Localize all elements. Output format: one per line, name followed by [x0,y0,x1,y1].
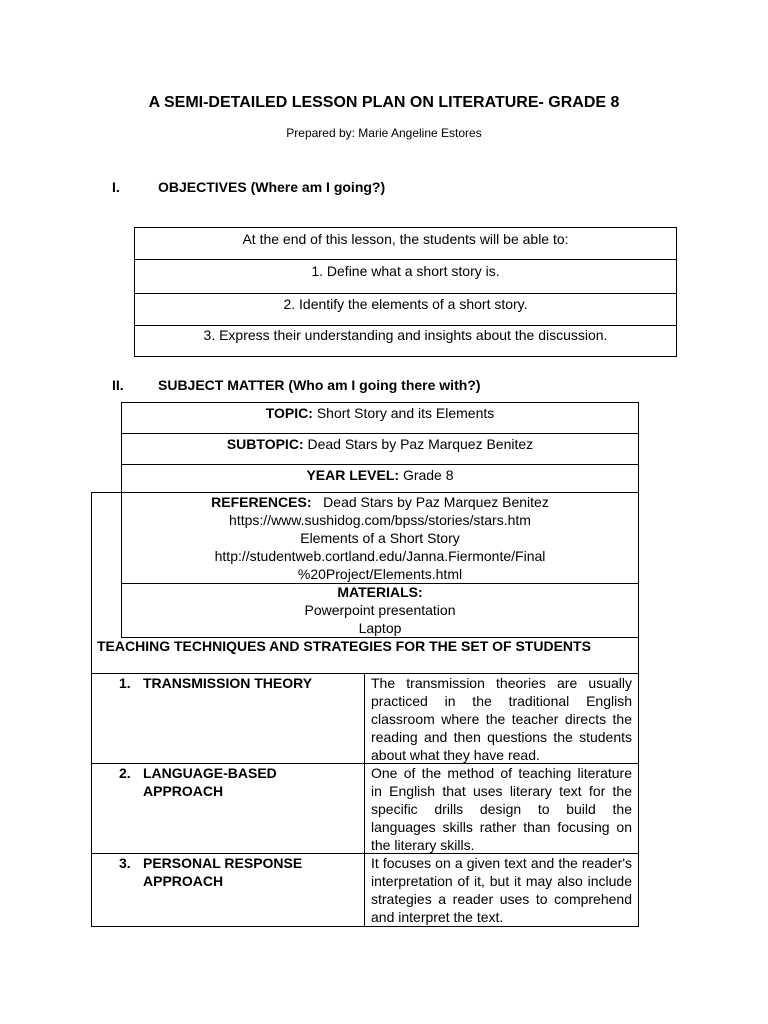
strategy-number: 3. [119,855,131,871]
references-label: REFERENCES: [211,494,312,510]
references-line: Dead Stars by Paz Marquez Benitez [323,494,549,510]
materials-line: Powerpoint presentation [304,602,456,618]
strategy-name: PERSONAL RESPONSE APPROACH [143,855,303,889]
references-line: %20Project/Elements.html [297,566,463,582]
objective-item: 1. Define what a short story is. [311,263,500,279]
objectives-intro: At the end of this lesson, the students will be able to: [242,231,569,247]
materials-label: MATERIALS: [337,584,423,600]
topic-value: Short Story and its Elements [316,405,495,421]
year-level-label: YEAR LEVEL: [306,467,400,483]
objectives-table [134,227,677,357]
topic-row [122,403,638,433]
section-heading: OBJECTIVES (Where am I going?) [158,179,386,195]
references-line: Elements of a Short Story [300,530,460,546]
section-number: I. [112,179,120,195]
materials-line: Laptop [358,620,402,636]
strategy-number: 2. [119,765,131,781]
year-level-value: Grade 8 [402,467,454,483]
year-level-row [122,465,638,493]
strategy-description: The transmission theories are usually practiced in the traditional English classroom where the teacher directs the reading and then questions the students about what they have read. [371,675,632,763]
subtopic-label: SUBTOPIC: [226,436,304,452]
column-divider [364,673,365,926]
subtopic-value: Dead Stars by Paz Marquez Benitez [307,436,534,452]
document-title: A SEMI-DETAILED LESSON PLAN ON LITERATURE- GRADE 8 [148,94,620,111]
references-cell [122,493,638,583]
strategy-name: LANGUAGE-BASED APPROACH [143,765,277,799]
references-line: http://studentweb.cortland.edu/Janna.Fiermonte/Final [214,548,546,564]
strategies-heading: TEACHING TECHNIQUES AND STRATEGIES FOR THE SET OF STUDENTS [97,638,591,654]
prepared-by: Prepared by: Marie Angeline Estores [286,126,482,140]
section-number: II. [112,377,124,393]
references-materials-table [121,492,639,638]
strategy-description: It focuses on a given text and the reader's interpretation of it, but it may also include strategies a reader uses to comprehend and interpret the text. [371,855,632,925]
strategy-number: 1. [119,675,131,691]
subtopic-row [122,434,638,464]
section-heading: SUBJECT MATTER (Who am I going there with?) [158,377,481,393]
strategy-description: One of the method of teaching literature in English that uses literary text for the specific drills design to build the languages skills rather than focusing on the literary skills. [371,765,632,853]
references-line: https://www.sushidog.com/bpss/stories/stars.htm [229,512,531,528]
materials-cell [122,583,638,637]
row-divider [91,926,639,927]
objective-item: 3. Express their understanding and insights about the discussion. [203,327,608,343]
strategy-name: TRANSMISSION THEORY [143,675,313,691]
subject-matter-table [121,402,639,494]
topic-label: TOPIC: [265,405,313,421]
objective-item: 2. Identify the elements of a short story. [283,296,528,312]
